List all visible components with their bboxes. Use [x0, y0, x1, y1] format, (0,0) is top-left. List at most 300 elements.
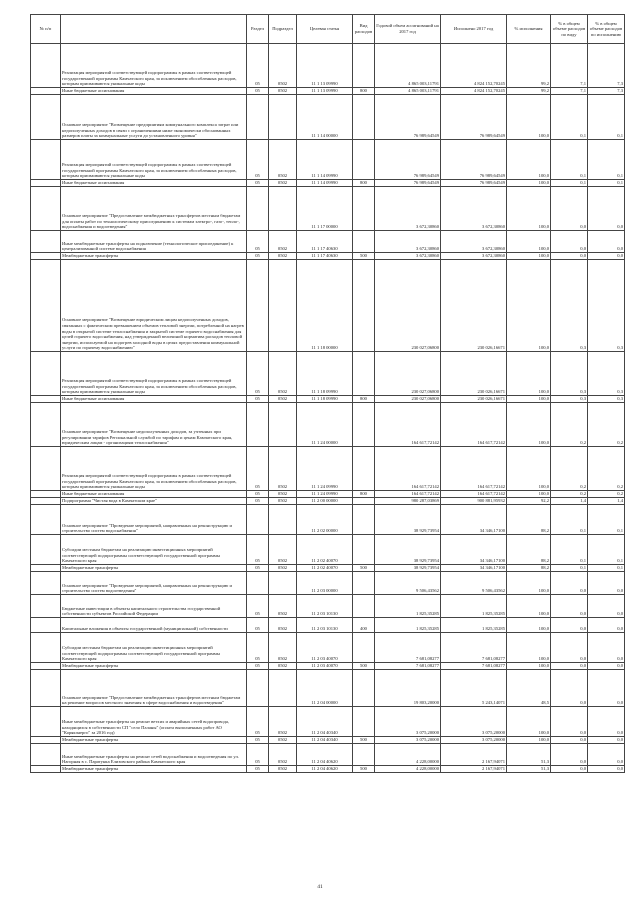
row-subsection: 0502	[269, 396, 297, 403]
row-share-total: 0,0	[551, 766, 588, 773]
row-annual-plan: 164 617,72142	[375, 403, 441, 447]
table-row	[31, 260, 625, 352]
row-target-article: 11 2 03 40070	[297, 663, 353, 670]
row-share-total: 1,4	[551, 498, 588, 505]
row-subsection: 0502	[269, 633, 297, 663]
row-num	[31, 535, 61, 565]
row-share-total: 0,0	[551, 737, 588, 744]
row-target-article: 11 1 13 09990	[297, 88, 353, 95]
table-row	[31, 663, 625, 670]
row-percent-exec: 100,0	[507, 633, 551, 663]
table-row	[31, 766, 625, 773]
row-executed: 76 989,64549	[441, 140, 507, 180]
row-subsection: 0502	[269, 491, 297, 498]
row-target-article: 11 2 04 00000	[297, 670, 353, 707]
row-share-funding: 0,0	[588, 618, 625, 633]
row-num	[31, 633, 61, 663]
row-annual-plan: 4 228,00000	[375, 744, 441, 766]
row-percent-exec: 99,2	[507, 44, 551, 88]
row-share-funding: 0,1	[588, 95, 625, 140]
row-executed: 7 681,08277	[441, 663, 507, 670]
row-name: Иные межбюджетные трансферты на подключение (технологическое присоединение) к централизованной системе водоснабжения	[61, 231, 247, 253]
row-num	[31, 707, 61, 737]
row-executed: 34 346,17100	[441, 565, 507, 572]
row-subsection: 0502	[269, 766, 297, 773]
row-percent-exec: 100,0	[507, 352, 551, 396]
row-target-article: 11 1 18 09990	[297, 352, 353, 396]
row-executed: 230 026,16671	[441, 260, 507, 352]
row-executed: 4 824 152,70245	[441, 88, 507, 95]
row-section: 05	[247, 618, 269, 633]
row-num	[31, 766, 61, 773]
row-subsection	[269, 187, 297, 231]
table-row	[31, 707, 625, 737]
budget-table-sheet	[30, 14, 624, 773]
table-row	[31, 231, 625, 253]
row-annual-plan: 230 027,06800	[375, 352, 441, 396]
row-percent-exec: 100,0	[507, 663, 551, 670]
row-percent-exec: 100,0	[507, 595, 551, 618]
row-num	[31, 505, 61, 535]
row-target-article: 11 2 02 40070	[297, 565, 353, 572]
row-name: Основное мероприятие "Предоставление межбюджетных трансфертов местным бюджетам для оплаты работ по технологическому присоединению к системам электро-, газо-, тепло-, водоснабжения и водоотведения"	[61, 187, 247, 231]
row-annual-plan: 76 989,64549	[375, 140, 441, 180]
row-executed: 164 617,72142	[441, 447, 507, 491]
row-expense-type	[353, 670, 375, 707]
row-expense-type	[353, 572, 375, 595]
row-share-funding: 1,4	[588, 498, 625, 505]
row-target-article: 11 2 04 40620	[297, 766, 353, 773]
table-row	[31, 572, 625, 595]
row-expense-type	[353, 535, 375, 565]
row-subsection: 0502	[269, 498, 297, 505]
row-share-total: 0,0	[551, 663, 588, 670]
row-annual-plan: 3 075,20000	[375, 707, 441, 737]
row-num	[31, 403, 61, 447]
row-executed: 2 167,94071	[441, 744, 507, 766]
row-section: 05	[247, 633, 269, 663]
row-executed: 34 346,17100	[441, 505, 507, 535]
row-share-funding: 0,0	[588, 231, 625, 253]
row-target-article: 11 2 02 40070	[297, 535, 353, 565]
row-section: 05	[247, 88, 269, 95]
row-section	[247, 670, 269, 707]
table-row	[31, 565, 625, 572]
table-row	[31, 744, 625, 766]
row-num	[31, 231, 61, 253]
row-name: Основное мероприятие "Возмещение предприятиям коммунального комплекса затрат или недополученных доходов в связи с ограничениями ниже экономически обоснованных размеров платы за коммунальные услуги до установленного уровня"	[61, 95, 247, 140]
row-share-funding: 0,1	[588, 505, 625, 535]
row-share-funding: 0,1	[588, 535, 625, 565]
row-percent-exec: 100,0	[507, 707, 551, 737]
header-expense-type: Вид расходов	[353, 15, 375, 44]
row-target-article: 11 2 03 00000	[297, 572, 353, 595]
header-share-funding: % в общем объеме расходов по исполнению	[588, 15, 625, 44]
row-subsection	[269, 260, 297, 352]
row-target-article: 11 1 18 09990	[297, 396, 353, 403]
row-name: Иные межбюджетные трансферты на ремонт сетей водоснабжения и водоотведения по ул. Нагорная в с. Паратунка Елизовского района Камчатского края	[61, 744, 247, 766]
row-subsection	[269, 403, 297, 447]
row-subsection: 0502	[269, 565, 297, 572]
row-section	[247, 505, 269, 535]
row-num	[31, 498, 61, 505]
row-share-total: 0,1	[551, 565, 588, 572]
row-annual-plan: 7 681,08277	[375, 663, 441, 670]
row-percent-exec: 100,0	[507, 95, 551, 140]
header-share-total: % в общем объеме расходов по виду	[551, 15, 588, 44]
row-target-article: 11 1 24 09990	[297, 447, 353, 491]
table-row	[31, 95, 625, 140]
row-share-funding: 0,0	[588, 744, 625, 766]
row-section: 05	[247, 396, 269, 403]
row-percent-exec: 51,3	[507, 766, 551, 773]
row-share-total: 0,0	[551, 253, 588, 260]
row-name: Межбюджетные трансферты	[61, 766, 247, 773]
row-expense-type	[353, 352, 375, 396]
row-percent-exec: 92,2	[507, 498, 551, 505]
row-share-total: 0,3	[551, 352, 588, 396]
row-executed: 900 881,95932	[441, 498, 507, 505]
row-share-funding: 0,1	[588, 140, 625, 180]
row-percent-exec: 100,0	[507, 572, 551, 595]
row-share-total: 0,0	[551, 187, 588, 231]
row-subsection: 0502	[269, 663, 297, 670]
row-executed: 230 026,16671	[441, 352, 507, 396]
table-row	[31, 180, 625, 187]
table-row	[31, 491, 625, 498]
row-subsection	[269, 572, 297, 595]
table-row	[31, 44, 625, 88]
row-expense-type: 400	[353, 618, 375, 633]
header-name	[61, 15, 247, 44]
row-num	[31, 447, 61, 491]
row-annual-plan: 230 027,06800	[375, 260, 441, 352]
row-percent-exec: 88,2	[507, 565, 551, 572]
row-section: 05	[247, 744, 269, 766]
row-share-total: 0,0	[551, 572, 588, 595]
table-row	[31, 88, 625, 95]
row-subsection: 0502	[269, 447, 297, 491]
row-annual-plan: 38 929,73954	[375, 505, 441, 535]
row-subsection: 0502	[269, 595, 297, 618]
row-num	[31, 253, 61, 260]
row-target-article: 11 1 17 40630	[297, 231, 353, 253]
row-subsection	[269, 505, 297, 535]
row-target-article: 11 2 02 00000	[297, 505, 353, 535]
row-name: Иные бюджетные ассигнования	[61, 180, 247, 187]
row-target-article: 11 1 14 09990	[297, 180, 353, 187]
row-name: Субсидии местным бюджетам на реализацию инвестиционных мероприятий соответствующей подпрограммы соответствующей государственной программы Камчатского края	[61, 633, 247, 663]
row-percent-exec: 88,2	[507, 535, 551, 565]
table-row	[31, 505, 625, 535]
table-header-row	[31, 15, 625, 44]
row-share-funding: 7,3	[588, 88, 625, 95]
row-num	[31, 670, 61, 707]
row-subsection: 0502	[269, 88, 297, 95]
row-share-total: 0,2	[551, 491, 588, 498]
row-expense-type	[353, 140, 375, 180]
row-num	[31, 187, 61, 231]
row-annual-plan: 4 865 003,11791	[375, 44, 441, 88]
row-name: Основное мероприятие "Проведение мероприятий, направленных на реконструкцию и строительство систем водоотведения"	[61, 572, 247, 595]
row-expense-type	[353, 744, 375, 766]
row-expense-type: 800	[353, 491, 375, 498]
row-share-funding: 0,3	[588, 260, 625, 352]
row-share-total: 0,0	[551, 633, 588, 663]
row-share-funding: 0,2	[588, 403, 625, 447]
row-section: 05	[247, 231, 269, 253]
row-share-total: 0,1	[551, 140, 588, 180]
table-row	[31, 396, 625, 403]
row-name: Субсидии местным бюджетам на реализацию инвестиционных мероприятий соответствующей подпрограммы соответствующей государственной программы Камчатского края	[61, 535, 247, 565]
header-executed: Исполнено 2017 год	[441, 15, 507, 44]
table-row	[31, 670, 625, 707]
row-share-total: 0,0	[551, 231, 588, 253]
row-name: Бюджетные инвестиции в объекты капитального строительства государственной собственности субъектов Российской Федерации	[61, 595, 247, 618]
table-row	[31, 498, 625, 505]
row-annual-plan: 38 929,73954	[375, 535, 441, 565]
row-section: 05	[247, 352, 269, 396]
row-target-article: 11 1 24 00000	[297, 403, 353, 447]
row-percent-exec: 100,0	[507, 491, 551, 498]
row-share-total: 0,0	[551, 744, 588, 766]
row-expense-type	[353, 633, 375, 663]
table-row	[31, 633, 625, 663]
table-row	[31, 352, 625, 396]
row-num	[31, 44, 61, 88]
row-executed: 3 672,30860	[441, 187, 507, 231]
row-section: 05	[247, 180, 269, 187]
row-share-total: 7,1	[551, 44, 588, 88]
row-expense-type	[353, 595, 375, 618]
row-percent-exec: 100,0	[507, 396, 551, 403]
row-expense-type	[353, 403, 375, 447]
row-section: 05	[247, 707, 269, 737]
row-section: 05	[247, 535, 269, 565]
row-executed: 230 026,16671	[441, 396, 507, 403]
row-name: Иные бюджетные ассигнования	[61, 396, 247, 403]
header-target-article: Целевая статья	[297, 15, 353, 44]
row-expense-type	[353, 260, 375, 352]
row-executed: 34 346,17100	[441, 535, 507, 565]
row-executed: 164 617,72142	[441, 491, 507, 498]
table-row	[31, 140, 625, 180]
row-share-total: 0,3	[551, 396, 588, 403]
row-name: Межбюджетные трансферты	[61, 663, 247, 670]
header-section: Раздел	[247, 15, 269, 44]
row-executed: 3 672,30860	[441, 253, 507, 260]
row-annual-plan: 3 672,30860	[375, 253, 441, 260]
row-name: Реализация мероприятий соответствующей подпрограммы в рамках соответствующей государственной программы Камчатского края, за исключением обособленных расходов, которым присваиваются уникальные коды	[61, 44, 247, 88]
row-share-total: 0,1	[551, 535, 588, 565]
row-name: Иные бюджетные ассигнования	[61, 491, 247, 498]
row-share-funding: 0,0	[588, 766, 625, 773]
row-num	[31, 260, 61, 352]
row-percent-exec: 100,0	[507, 180, 551, 187]
row-share-total: 0,2	[551, 403, 588, 447]
row-subsection: 0502	[269, 618, 297, 633]
row-section	[247, 572, 269, 595]
row-share-total: 0,1	[551, 180, 588, 187]
row-executed: 2 167,94071	[441, 766, 507, 773]
row-percent-exec: 51,3	[507, 744, 551, 766]
row-annual-plan: 9 506,43562	[375, 572, 441, 595]
table-row	[31, 187, 625, 231]
row-target-article: 11 1 17 00000	[297, 187, 353, 231]
row-annual-plan: 1 825,35285	[375, 618, 441, 633]
row-target-article: 11 2 00 00000	[297, 498, 353, 505]
row-percent-exec: 100,0	[507, 618, 551, 633]
row-share-funding: 0,0	[588, 253, 625, 260]
row-share-funding: 0,0	[588, 633, 625, 663]
row-percent-exec: 100,0	[507, 187, 551, 231]
row-executed: 1 825,35285	[441, 618, 507, 633]
row-section	[247, 403, 269, 447]
row-share-funding: 0,0	[588, 572, 625, 595]
row-annual-plan: 3 672,30860	[375, 231, 441, 253]
row-target-article: 11 2 03 10130	[297, 595, 353, 618]
row-expense-type	[353, 95, 375, 140]
row-num	[31, 140, 61, 180]
table-row	[31, 595, 625, 618]
row-executed: 76 989,64549	[441, 95, 507, 140]
row-name: Основное мероприятие "Проведение мероприятий, направленных на реконструкцию и строительство систем водоснабжения"	[61, 505, 247, 535]
row-section: 05	[247, 565, 269, 572]
row-target-article: 11 1 13 09990	[297, 44, 353, 88]
row-percent-exec: 100,0	[507, 231, 551, 253]
row-share-funding: 0,3	[588, 352, 625, 396]
row-section: 05	[247, 140, 269, 180]
row-subsection	[269, 670, 297, 707]
row-num	[31, 352, 61, 396]
row-annual-plan: 230 027,06800	[375, 396, 441, 403]
row-share-total: 0,0	[551, 595, 588, 618]
row-subsection: 0502	[269, 140, 297, 180]
table-body	[31, 44, 625, 773]
row-subsection: 0502	[269, 352, 297, 396]
row-percent-exec: 100,0	[507, 253, 551, 260]
row-name: Иные межбюджетные трансферты на ремонт ветхих и аварийных сетей водопровода, находящихся в собственности СП "село Паланы" (оплата выполненных работ АО "Корякэнерго" за 2016 год)	[61, 707, 247, 737]
row-name: Подпрограмма "Чистая вода в Камчатском крае"	[61, 498, 247, 505]
row-annual-plan: 164 617,72142	[375, 491, 441, 498]
row-share-total: 7,1	[551, 88, 588, 95]
table-row	[31, 535, 625, 565]
row-percent-exec: 100,0	[507, 737, 551, 744]
row-name: Межбюджетные трансферты	[61, 565, 247, 572]
header-annual-plan: Годовой объем ассигнований на 2017 год	[375, 15, 441, 44]
row-executed: 1 825,35285	[441, 595, 507, 618]
row-share-total: 0,0	[551, 670, 588, 707]
row-subsection	[269, 95, 297, 140]
row-target-article: 11 1 14 09990	[297, 140, 353, 180]
row-percent-exec: 100,0	[507, 403, 551, 447]
header-num: № п/п	[31, 15, 61, 44]
row-target-article: 11 2 04 40340	[297, 737, 353, 744]
row-name: Реализация мероприятий соответствующей подпрограммы в рамках соответствующей государственной программы Камчатского края, за исключением обособленных расходов, которым присваиваются уникальные коды	[61, 140, 247, 180]
row-name: Иные бюджетные ассигнования	[61, 88, 247, 95]
row-expense-type	[353, 231, 375, 253]
row-name: Основное мероприятие "Предоставление межбюджетных трансфертов местным бюджетам на решение вопросов местного значения в сфере водоснабжения и водоотведения"	[61, 670, 247, 707]
row-percent-exec: 99,2	[507, 88, 551, 95]
row-name: Реализация мероприятий соответствующей подпрограммы в рамках соответствующей государственной программы Камчатского края, за исключением обособленных расходов, которым присваиваются уникальные коды	[61, 352, 247, 396]
row-percent-exec: 100,0	[507, 140, 551, 180]
row-num	[31, 572, 61, 595]
row-num	[31, 737, 61, 744]
row-section: 05	[247, 447, 269, 491]
row-annual-plan: 76 989,64549	[375, 180, 441, 187]
row-expense-type	[353, 707, 375, 737]
row-share-funding: 0,0	[588, 595, 625, 618]
row-share-funding: 7,3	[588, 44, 625, 88]
row-num	[31, 744, 61, 766]
table-row	[31, 447, 625, 491]
row-name: Основное мероприятие "Возмещение недополученных доходов, за учтенных при регулировании тарифов Региональной службой по тарифам и ценам Камчатского края, юридическим лицам - организациям теплоснабжения"	[61, 403, 247, 447]
row-subsection: 0502	[269, 231, 297, 253]
row-share-total: 0,0	[551, 618, 588, 633]
row-num	[31, 618, 61, 633]
row-target-article: 11 2 04 40620	[297, 744, 353, 766]
row-section: 05	[247, 766, 269, 773]
row-section: 05	[247, 44, 269, 88]
row-share-total: 0,1	[551, 505, 588, 535]
row-share-total: 0,2	[551, 447, 588, 491]
row-expense-type	[353, 44, 375, 88]
row-expense-type: 500	[353, 253, 375, 260]
row-num	[31, 491, 61, 498]
row-name: Капитальные вложения в объекты государственной (муниципальной) собственности	[61, 618, 247, 633]
row-expense-type: 500	[353, 766, 375, 773]
row-target-article: 11 1 17 40630	[297, 253, 353, 260]
row-share-total: 0,3	[551, 260, 588, 352]
row-percent-exec: 100,0	[507, 447, 551, 491]
table-row	[31, 737, 625, 744]
row-share-funding: 0,2	[588, 491, 625, 498]
row-num	[31, 396, 61, 403]
row-executed: 7 681,08277	[441, 633, 507, 663]
row-section: 05	[247, 498, 269, 505]
row-annual-plan: 19 803,20000	[375, 670, 441, 707]
row-target-article: 11 1 18 00000	[297, 260, 353, 352]
row-name: Межбюджетные трансферты	[61, 253, 247, 260]
row-expense-type	[353, 505, 375, 535]
row-expense-type	[353, 498, 375, 505]
row-subsection: 0502	[269, 253, 297, 260]
row-annual-plan: 7 681,08277	[375, 633, 441, 663]
row-annual-plan: 1 825,35285	[375, 595, 441, 618]
row-percent-exec: 100,0	[507, 260, 551, 352]
row-section: 05	[247, 737, 269, 744]
row-executed: 76 989,64549	[441, 180, 507, 187]
row-expense-type: 800	[353, 180, 375, 187]
row-executed: 4 824 152,70245	[441, 44, 507, 88]
row-share-funding: 0,3	[588, 396, 625, 403]
row-executed: 3 075,20000	[441, 737, 507, 744]
row-expense-type: 800	[353, 88, 375, 95]
row-executed: 5 243,14071	[441, 670, 507, 707]
row-share-funding: 0,2	[588, 447, 625, 491]
row-share-funding: 0,1	[588, 180, 625, 187]
row-expense-type: 500	[353, 565, 375, 572]
row-share-total: 0,0	[551, 707, 588, 737]
row-name: Реализация мероприятий соответствующей подпрограммы в рамках соответствующей государственной программы Камчатского края, за исключением обособленных расходов, которым присваиваются уникальные коды	[61, 447, 247, 491]
row-share-total: 0,1	[551, 95, 588, 140]
row-num	[31, 565, 61, 572]
row-annual-plan: 76 989,64549	[375, 95, 441, 140]
row-subsection: 0502	[269, 737, 297, 744]
page-number: 41	[317, 884, 323, 890]
row-target-article: 11 1 14 00000	[297, 95, 353, 140]
row-section	[247, 95, 269, 140]
